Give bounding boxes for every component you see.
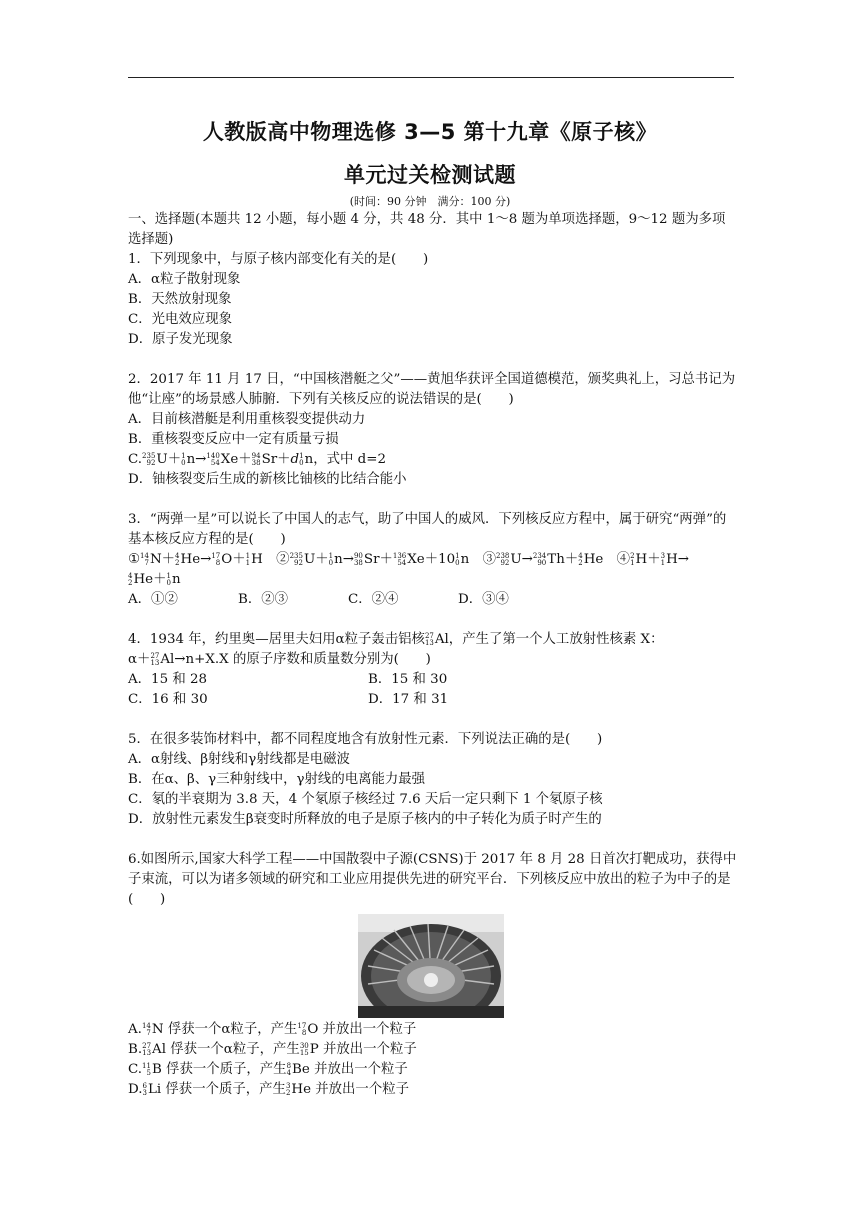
question-1-option-c: C．光电效应现象 <box>128 312 232 327</box>
question-3-stem: 3．“两弹一星”可以说长了中国人的志气，助了中国人的威风．下列核反应方程中，属于研究“两弹”的基本核反应方程的是( ) <box>128 512 727 547</box>
question-2-option-b: B．重核裂变反应中一定有质量亏损 <box>128 432 339 447</box>
question-4-option-c: C．16 和 30 <box>128 692 208 707</box>
question-3-options <box>128 590 738 610</box>
question-5-option-a: A．α射线、β射线和γ射线都是电磁波 <box>128 752 350 767</box>
question-1-option-b: B．天然放射现象 <box>128 292 232 307</box>
question-3-option-c: C．②④ <box>348 592 399 607</box>
section-heading: 一、选择题(本题共 12 小题，每小题 4 分，共 48 分．其中 1～8 题为单项选择题，9～12 题为多项选择题) <box>128 212 726 247</box>
question-6-option-a: A. 14 7 N 俘获一个α粒子，产生 17 8 O 并放出一个粒子 <box>128 1022 417 1037</box>
question-3-reactions: ① 14 7 N＋ 4 2 He→ 17 8 O＋ 1 1 H ② 235 92 U＋ 1 0 n→ 90 38 Sr＋ 136 54 Xe＋10 1 0 n ③ 238 92 U→ 234 90 Th＋ 4 2 He ④ 2 1 H＋ 3 1 H→ 4 2 He＋ 1 0 n <box>128 552 689 587</box>
exam-content <box>128 210 738 1100</box>
question-2-option-c: C. 235 92 U＋ 1 0 n→ 140 54 Xe＋ 94 38 Sr＋d 1 0 n，式中 d=2 <box>128 452 386 467</box>
question-1-stem: 1．下列现象中，与原子核内部变化有关的是( ) <box>128 252 429 267</box>
question-2-option-d: D．铀核裂变后生成的新核比铀核的比结合能小 <box>128 472 407 487</box>
header-rule <box>128 77 734 78</box>
csns-photo <box>358 914 504 1018</box>
exam-meta: (时间：90 分钟 满分：100 分) <box>349 195 511 208</box>
question-6-option-c: C. 11 5 B 俘获一个质子，产生 8 4 Be 并放出一个粒子 <box>128 1062 408 1077</box>
question-2-stem: 2．2017 年 11 月 17 日，“中国核潜艇之父”——黄旭华获评全国道德模范，颁奖典礼上，习总书记为他“让座”的场景感人肺腑．下列有关核反应的说法错误的是( ) <box>128 372 736 407</box>
question-6-option-d: D. 6 3 Li 俘获一个质子，产生 3 2 He 并放出一个粒子 <box>128 1082 409 1097</box>
question-3-option-d: D．③④ <box>458 592 509 607</box>
question-4-option-a: A．15 和 28 <box>128 672 208 687</box>
question-6-option-b: B. 27 13 Al 俘获一个α粒子，产生 30 15 P 并放出一个粒子 <box>128 1042 417 1057</box>
question-4-options-row2 <box>128 690 738 710</box>
page-title: 人教版高中物理选修 3—5 第十九章《原子核》 <box>202 120 658 144</box>
question-4-options-row1 <box>128 670 738 690</box>
question-2-option-a: A．目前核潜艇是利用重核裂变提供动力 <box>128 412 366 427</box>
question-1-option-a: A．α粒子散射现象 <box>128 272 241 287</box>
question-1-option-d: D．原子发光现象 <box>128 332 233 347</box>
question-5-stem: 5．在很多装饰材料中，都不同程度地含有放射性元素．下列说法正确的是( ) <box>128 732 603 747</box>
question-5-option-c: C．氡的半衰期为 3.8 天，4 个氡原子核经过 7.6 天后一定只剩下 1 个氡原子核 <box>128 792 603 807</box>
question-5-option-b: B．在α、β、γ三种射线中，γ射线的电离能力最强 <box>128 772 426 787</box>
question-6-stem: 6.如图所示,国家大科学工程——中国散裂中子源(CSNS)于 2017 年 8 月 28 日首次打靶成功，获得中子束流，可以为诸多领域的研究和工业应用提供先进的研究平台．下列核反应中放出的粒子为中子的是( ) <box>128 852 737 907</box>
question-5-option-d: D．放射性元素发生β衰变时所释放的电子是原子核内的中子转化为质子时产生的 <box>128 812 602 827</box>
question-4-stem: 4．1934 年，约里奥—居里夫妇用α粒子轰击铝核 27 13 Al，产生了第一个人工放射性核素 X： α＋ 27 13 Al→n+X.X 的原子序数和质量数分别为( ) <box>128 632 664 667</box>
page-subtitle: 单元过关检测试题 <box>344 163 516 187</box>
question-4-option-d: D．17 和 31 <box>368 692 449 707</box>
question-3-option-a: A．①② <box>128 592 178 607</box>
question-3-option-b: B．②③ <box>238 592 289 607</box>
question-4-option-b: B．15 和 30 <box>368 672 448 687</box>
